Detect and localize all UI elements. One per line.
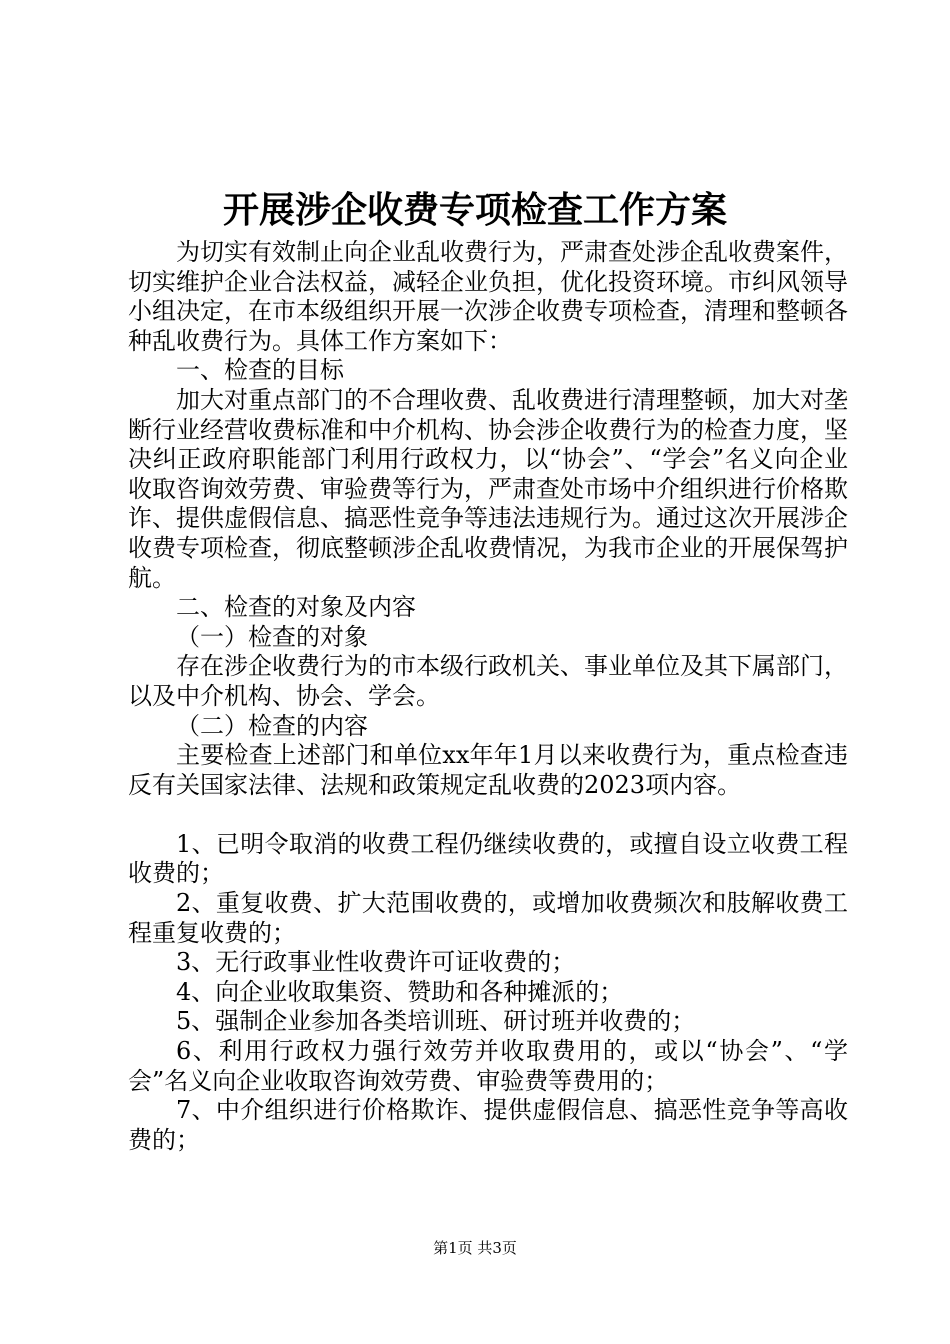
list-item-4: 4、向企业收取集资、赞助和各种摊派的；: [176, 977, 624, 1006]
subheading-targets: （一）检查的对象: [176, 622, 368, 651]
section-heading-objectives: 一、检查的目标: [176, 356, 344, 385]
list-item-5: 5、强制企业参加各类培训班、研讨班并收费的；: [176, 1007, 696, 1036]
targets-paragraph: 存在涉企收费行为的市本级行政机关、事业单位及其下属部门，以及中介机构、协会、学会。: [128, 652, 848, 710]
document-body: [128, 238, 848, 1155]
list-item-2: 2、重复收费、扩大范围收费的，或增加收费频次和肢解收费工程重复收费的；: [128, 889, 848, 947]
blank-line: [128, 800, 848, 830]
section-heading-scope: 二、检查的对象及内容: [176, 593, 416, 622]
page-number-footer: 第1页 共3页: [433, 1239, 517, 1257]
subheading-content: （二）检查的内容: [176, 711, 368, 740]
intro-paragraph: 为切实有效制止向企业乱收费行为，严肃查处涉企乱收费案件，切实维护企业合法权益，减轻企业负担，优化投资环境。市纠风领导小组决定，在市本级组织开展一次涉企收费专项检查，清理和整顿各种乱收费行为。具体工作方案如下：: [128, 238, 848, 355]
list-item-7: 7、中介组织进行价格欺诈、提供虚假信息、搞恶性竞争等高收费的；: [128, 1096, 848, 1154]
document-title: 开展涉企收费专项检查工作方案: [222, 189, 727, 231]
objectives-paragraph: 加大对重点部门的不合理收费、乱收费进行清理整顿，加大对垄断行业经营收费标准和中介机构、协会涉企收费行为的检查力度，坚决纠正政府职能部门利用行政权力，以“协会”、“学会”名义向企业收取咨询效劳费、审验费等行为，严肃查处市场中介组织进行价格欺诈、提供虚假信息、搞恶性竞争等违法违规行为。通过这次开展涉企收费专项检查，彻底整顿涉企乱收费情况，为我市企业的开展保驾护航。: [128, 385, 848, 592]
list-item-3: 3、无行政事业性收费许可证收费的；: [176, 948, 576, 977]
list-item-1: 1、已明令取消的收费工程仍继续收费的，或擅自设立收费工程收费的；: [128, 829, 848, 888]
content-paragraph: 主要检查上述部门和单位xx年年1月以来收费行为，重点检查违反有关国家法律、法规和政策规定乱收费的2023项内容。: [128, 741, 848, 799]
list-item-6: 6、利用行政权力强行效劳并收取费用的，或以“协会”、“学会”名义向企业收取咨询效劳费、审验费等费用的；: [128, 1037, 848, 1095]
